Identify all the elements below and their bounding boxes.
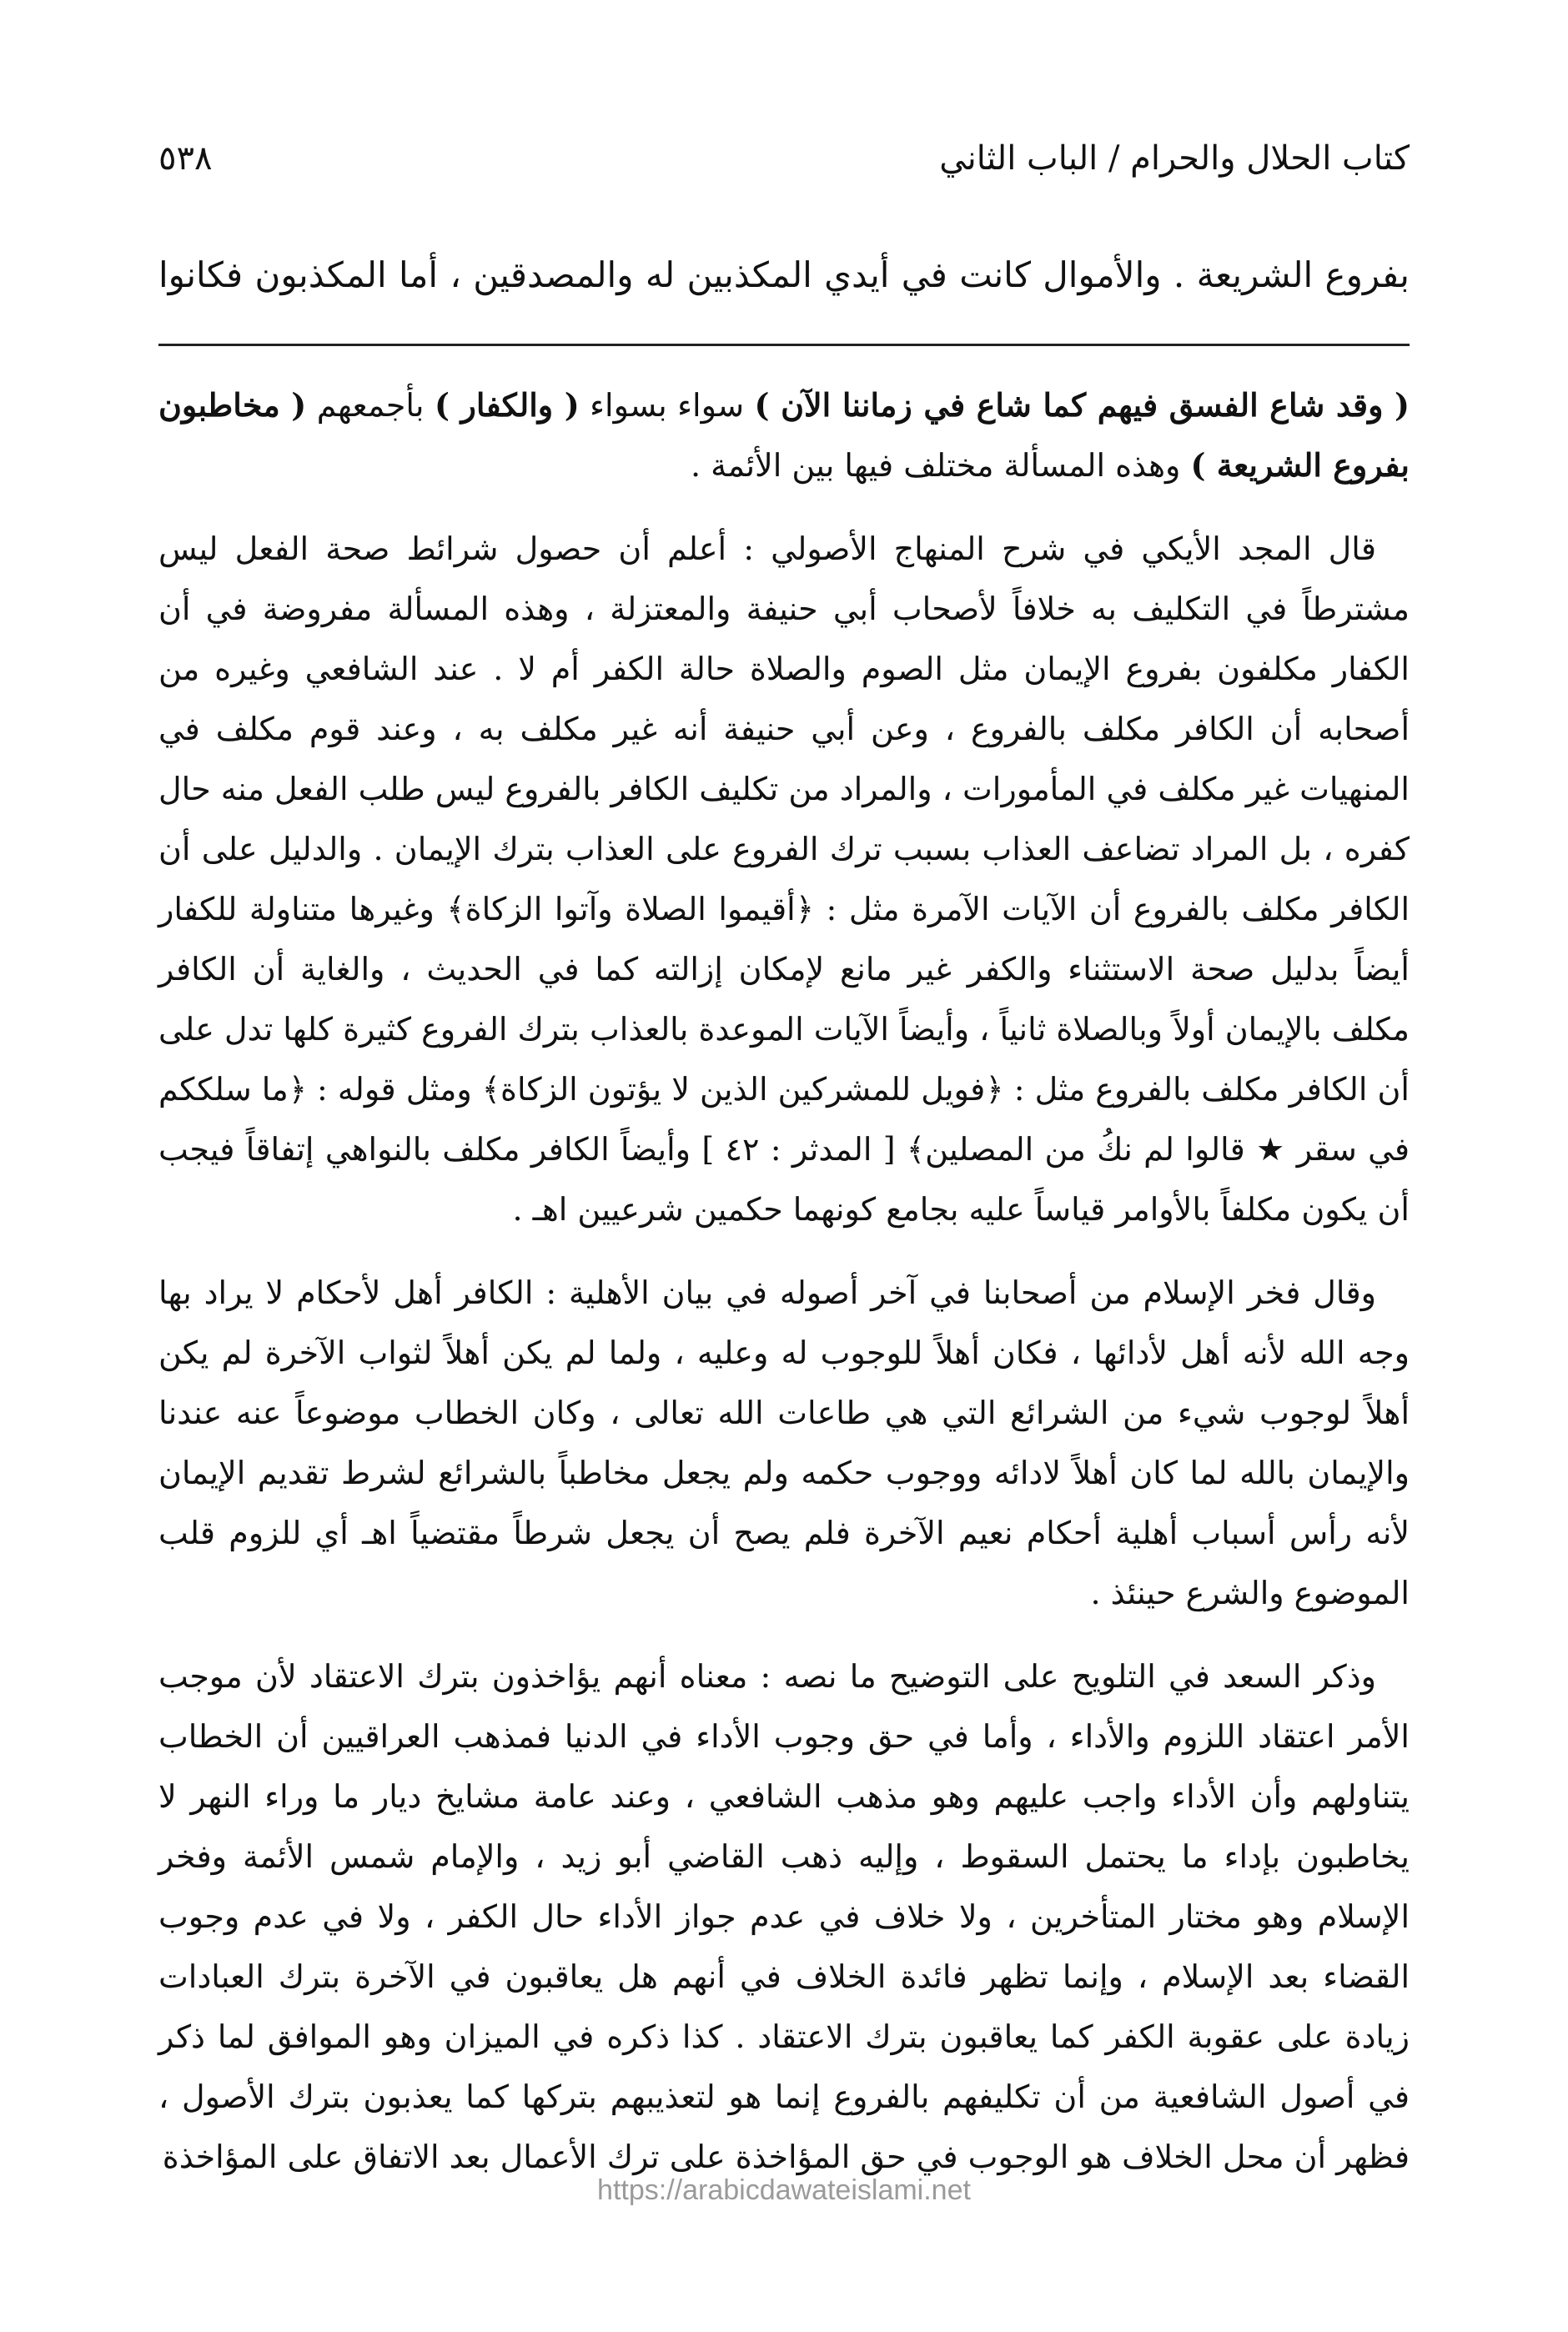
commentary-body [158, 375, 1410, 2210]
book-title: كتاب الحلال والحرام / الباب الثاني [939, 139, 1410, 178]
commentary-text: سواء بسواء [579, 387, 755, 424]
main-text-line: بفروع الشريعة . والأموال كانت في أيدي المكذبين له والمصدقين ، أما المكذبون فكانوا [158, 254, 1410, 295]
website-watermark: https://arabicdawateislami.net [597, 2174, 971, 2206]
commentary-paragraph-2: قال المجد الأيكي في شرح المنهاج الأصولي : أعلم أن حصول شرائط صحة الفعل ليس مشترطاً في التكليف به خلافاً لأصحاب أبي حنيفة والمعتزلة ، وهذه المسألة مفروضة في أن الكفار مكلفون بفروع الإيمان مثل الصوم والصلاة حالة الكفر أم لا . عند الشافعي وغيره من أصحابه أن الكافر مكلف بالفروع ، وعن أبي حنيفة أنه غير مكلف به ، وعند قوم مكلف في المنهيات غير مكلف في المأمورات ، والمراد من تكليف الكافر بالفروع ليس طلب الفعل منه حال كفره ، بل المراد تضاعف العذاب بسبب ترك الفروع على العذاب بترك الإيمان . والدليل على أن الكافر مكلف بالفروع أن الآيات الآمرة مثل : ﴿أقيموا الصلاة وآتوا الزكاة﴾ وغيرها متناولة للكفار أيضاً بدليل صحة الاستثناء والكفر غير مانع لإمكان إزالته كما في الحديث ، والغاية أن الكافر مكلف بالإيمان أولاً وبالصلاة ثانياً ، وأيضاً الآيات الموعدة بالعذاب بترك الفروع كثيرة كلها تدل على أن الكافر مكلف بالفروع مثل : ﴿فويل للمشركين الذين لا يؤتون الزكاة﴾ ومثل قوله : ﴿ما سلككم في سقر ★ قالوا لم نكُ من المصلين﴾ [ المدثر : ٤٢ ] وأيضاً الكافر مكلف بالنواهي إتفاقاً فيجب أن يكون مكلفاً بالأوامر قياساً عليه بجامع كونهما حكمين شرعيين اهـ . [158, 530, 1410, 1228]
page-number: ٥٣٨ [158, 139, 213, 178]
commentary-paragraph-4: وذكر السعد في التلويح على التوضيح ما نصه : معناه أنهم يؤاخذون بترك الاعتقاد لأن موجب الأمر اعتقاد اللزوم والأداء ، وأما في حق وجوب الأداء في الدنيا فمذهب العراقيين أن الخطاب يتناولهم وأن الأداء واجب عليهم وهو مذهب الشافعي ، وعند عامة مشايخ ديار ما وراء النهر لا يخاطبون بإداء ما يحتمل السقوط ، وإليه ذهب القاضي أبو زيد ، والإمام شمس الأئمة وفخر الإسلام وهو مختار المتأخرين ، ولا خلاف في عدم جواز الأداء حال الكفر ، ولا في عدم وجوب القضاء بعد الإسلام ، وإنما تظهر فائدة الخلاف في أنهم هل يعاقبون في الآخرة بترك العبادات زيادة على عقوبة الكفر كما يعاقبون بترك الاعتقاد . كذا ذكره في الميزان وهو الموافق لما ذكر في أصول الشافعية من أن تكليفهم بالفروع إنما هو لتعذيبهم بتركها كما يعذبون بترك الأصول ، فظهر أن محل الخلاف هو الوجوب في حق المؤاخذة على ترك الأعمال بعد الاتفاق على المؤاخذة [158, 1658, 1410, 2175]
footnote-divider [158, 344, 1410, 346]
matn-quote: ( مخاطبون بفروع الشريعة ) [158, 386, 1410, 484]
commentary-text: وهذه المسألة مختلف فيها بين الأئمة . [690, 447, 1191, 484]
running-header [158, 133, 1410, 183]
commentary-paragraph-3: وقال فخر الإسلام من أصحابنا في آخر أصوله في بيان الأهلية : الكافر أهل لأحكام لا يراد بها وجه الله لأنه أهل لأدائها ، فكان أهلاً للوجوب له وعليه ، ولما لم يكن أهلاً لثواب الآخرة لم يكن أهلاً لوجوب شيء من الشرائع التي هي طاعات الله تعالى ، وكان الخطاب موضوعاً عنه عندنا والإيمان بالله لما كان أهلاً لادائه ووجوب حكمه ولم يجعل مخاطباً بالشرائع لشرط تقديم الإيمان لأنه رأس أسباب أهلية أحكام نعيم الآخرة فلم يصح أن يجعل شرطاً مقتضياً اهـ أي للزوم قلب الموضوع والشرع حينئذ . [158, 1274, 1410, 1611]
matn-quote: ( وقد شاع الفسق فيهم كما شاع في زماننا الآن ) [754, 386, 1410, 424]
matn-quote: ( والكفار ) [434, 386, 580, 424]
commentary-paragraph-1 [158, 375, 1410, 495]
commentary-text: بأجمعهم [306, 387, 435, 424]
